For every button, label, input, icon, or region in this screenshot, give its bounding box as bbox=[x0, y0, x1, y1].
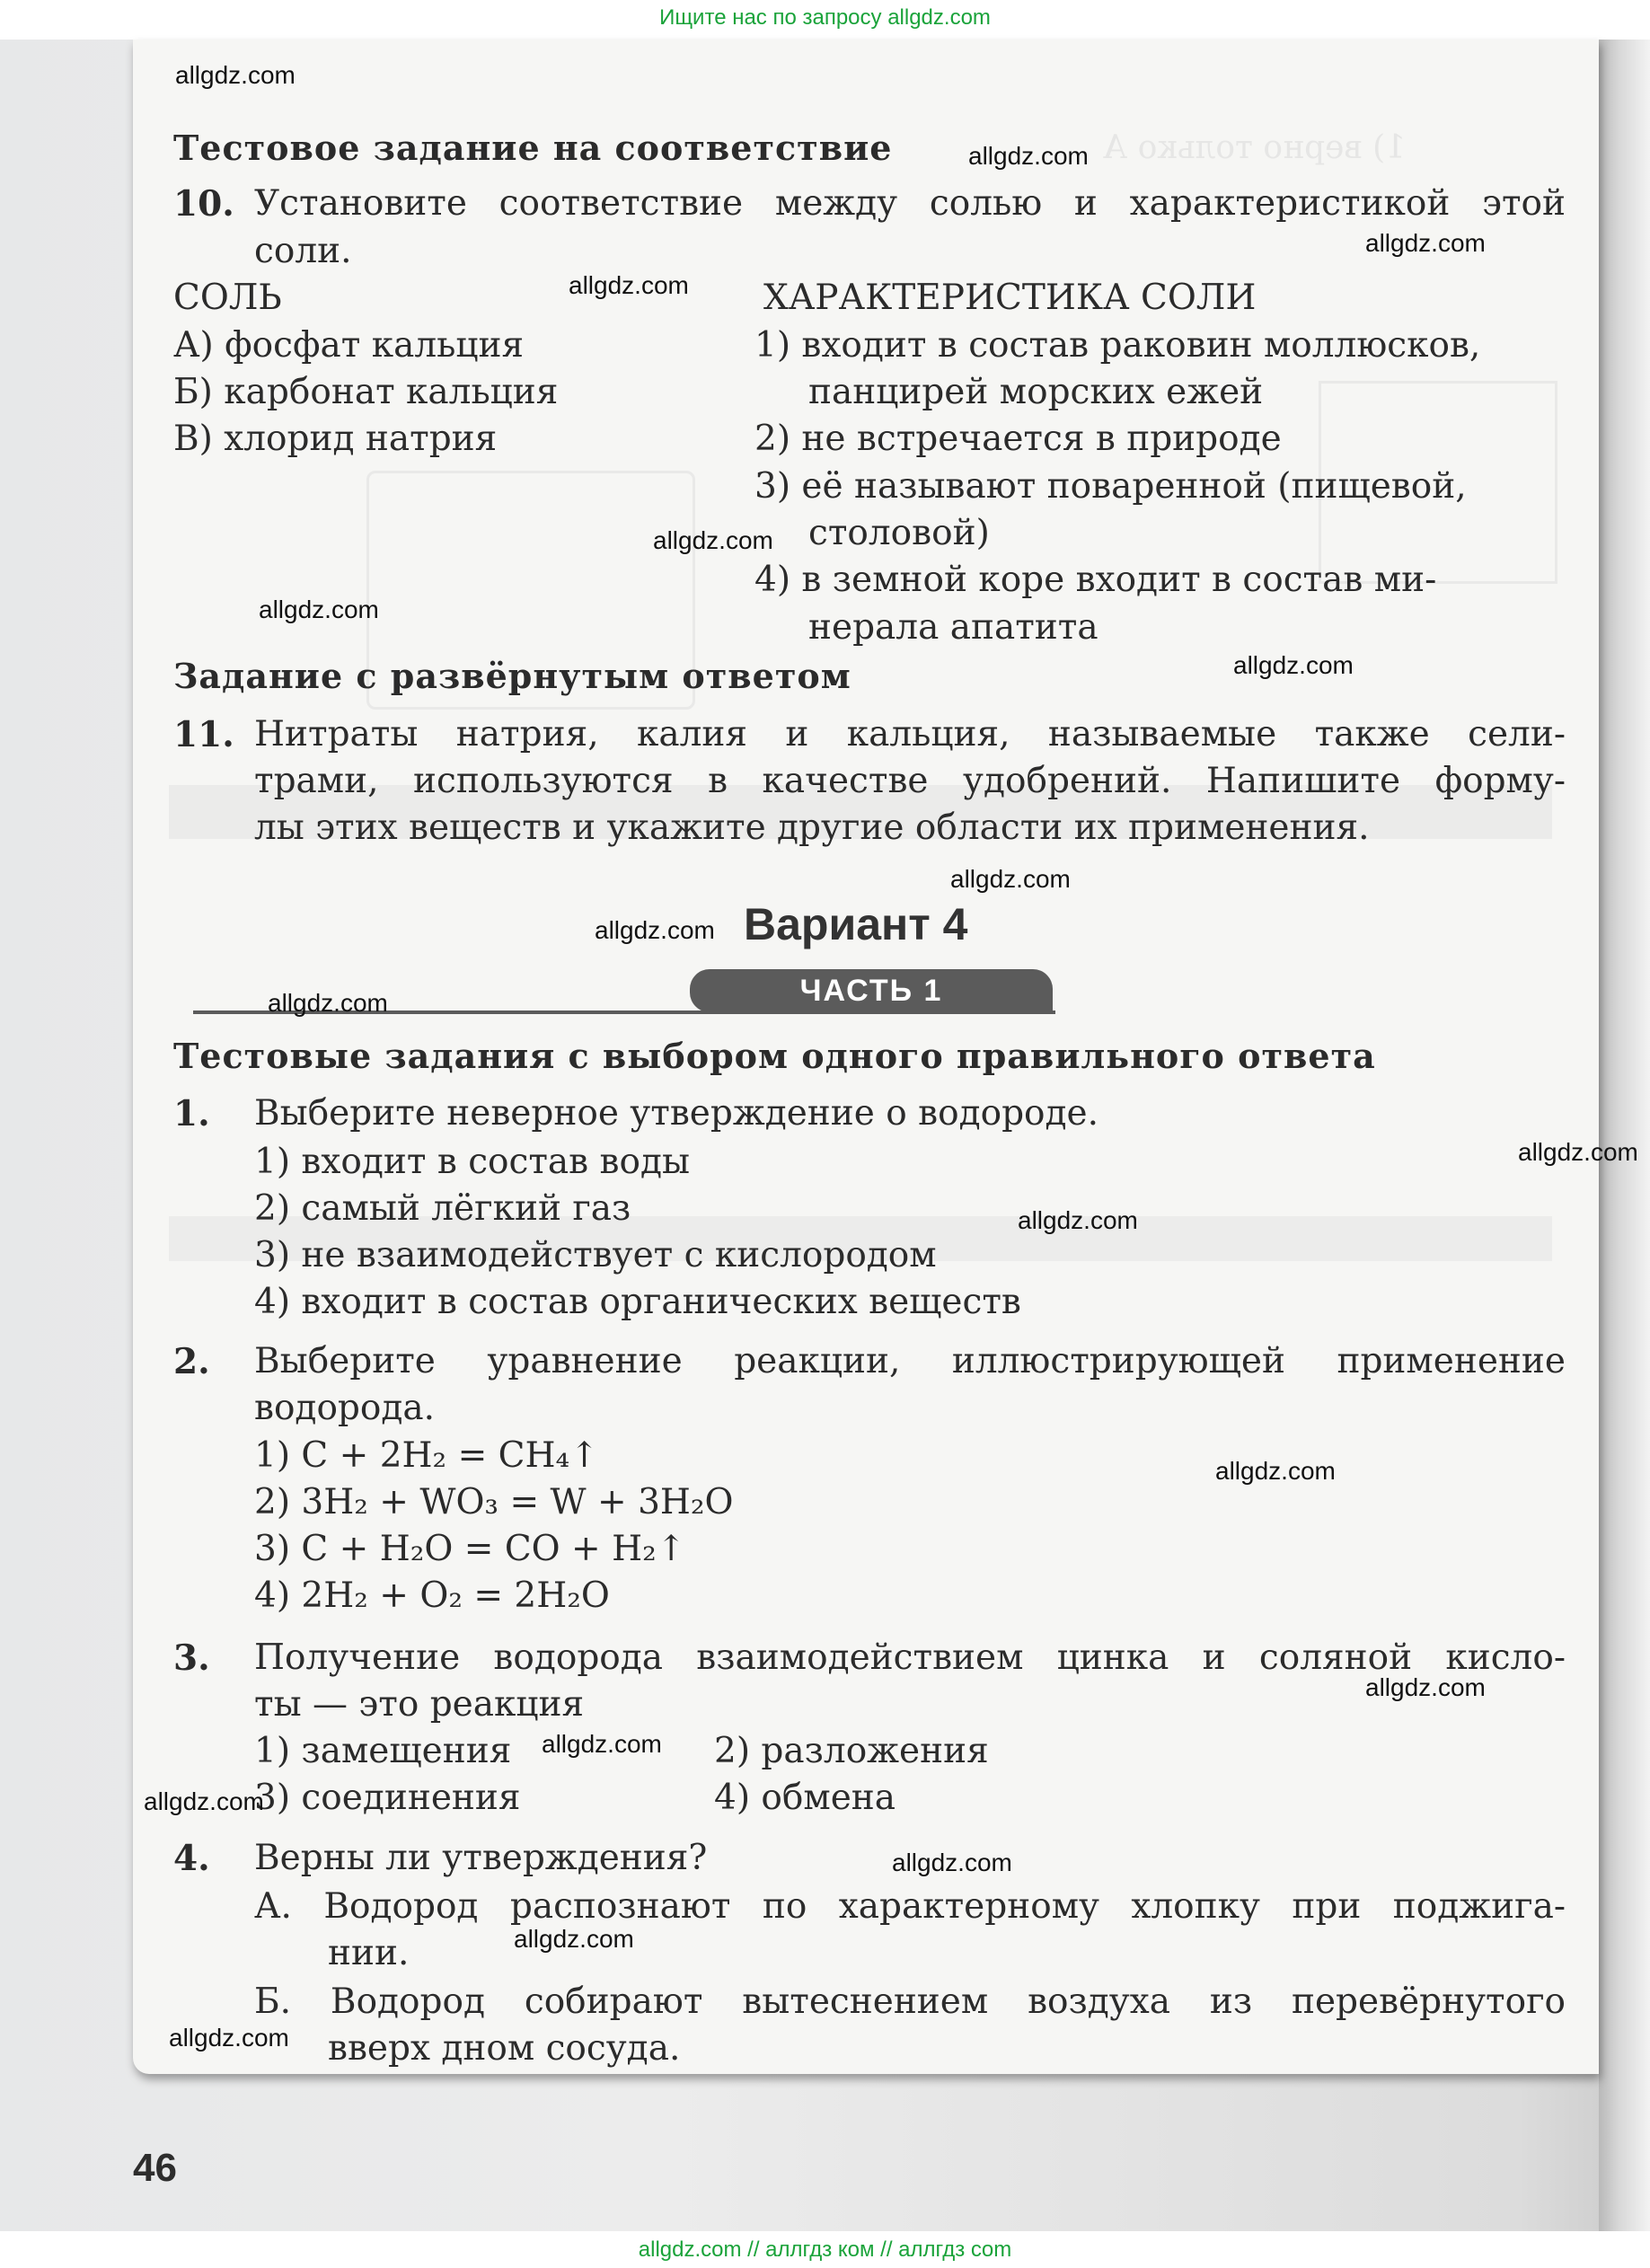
characteristic-option: 4) в земной коре входит в состав ми- bbox=[754, 560, 1437, 600]
answer-option: 1) замещения bbox=[254, 1731, 512, 1771]
salt-option: Б) карбонат кальция bbox=[173, 372, 559, 412]
page-number: 46 bbox=[133, 2146, 177, 2190]
watermark: allgdz.com bbox=[595, 916, 715, 944]
question-number-11: 11. bbox=[173, 714, 234, 755]
watermark: allgdz.com bbox=[542, 1730, 662, 1758]
watermark: allgdz.com bbox=[653, 526, 773, 554]
characteristic-option: 2) не встречается в природе bbox=[754, 419, 1282, 459]
watermark: allgdz.com bbox=[1518, 1138, 1638, 1166]
statement-a-cont: нии. bbox=[328, 1933, 410, 1973]
answer-option: 1) входит в состав воды bbox=[254, 1142, 691, 1182]
answer-option: 4) входит в состав органических веществ bbox=[254, 1282, 1021, 1322]
watermark: allgdz.com bbox=[950, 865, 1071, 893]
question-4-text: Верны ли утверждения? bbox=[254, 1838, 708, 1878]
answer-option: 2) самый лёгкий газ bbox=[254, 1188, 631, 1229]
watermark: allgdz.com bbox=[1365, 1673, 1486, 1701]
column-header-salt: СОЛЬ bbox=[173, 278, 282, 318]
watermark: allgdz.com bbox=[1215, 1457, 1336, 1485]
part-label: ЧАСТЬ 1 bbox=[690, 969, 1053, 1012]
characteristic-option-cont: панцирей морских ежей bbox=[808, 372, 1264, 412]
watermark: allgdz.com bbox=[1233, 651, 1354, 679]
question-number-3: 3. bbox=[173, 1637, 210, 1679]
statement-b-cont: вверх дном сосуда. bbox=[328, 2028, 681, 2069]
watermark: allgdz.com bbox=[169, 2024, 289, 2052]
characteristic-option-cont: столовой) bbox=[808, 513, 990, 553]
question-10-text: Установите соответствие между солью и характеристикой этой bbox=[254, 183, 1566, 224]
question-11-text-cont: лы этих веществ и укажите другие области их применения. bbox=[254, 807, 1370, 848]
question-1-text: Выберите неверное утверждение о водороде. bbox=[254, 1093, 1099, 1134]
site-banner-bottom[interactable]: allgdz.com // аллгдз ком // аллгдз com bbox=[638, 2237, 1012, 2262]
statement-a: А. Водород распознают по характерному хлопку при поджига- bbox=[254, 1886, 1566, 1927]
salt-option: А) фосфат кальция bbox=[173, 325, 525, 366]
characteristic-option: 1) входит в состав раковин моллюсков, bbox=[754, 325, 1481, 366]
section-heading-matching: Тестовое задание на соответствие bbox=[173, 128, 893, 168]
question-number-1: 1. bbox=[173, 1093, 210, 1134]
question-number-2: 2. bbox=[173, 1341, 210, 1382]
characteristic-option: 3) её называют поваренной (пищевой, bbox=[754, 466, 1467, 507]
section-heading-single-choice: Тестовые задания с выбором одного правильного ответа bbox=[173, 1036, 1376, 1076]
answer-option: 2) 3H₂ + WO₃ = W + 3H₂O bbox=[254, 1482, 734, 1522]
question-3-text-cont: ты — это реакция bbox=[254, 1684, 585, 1725]
statement-b: Б. Водород собирают вытеснением воздуха из перевёрнутого bbox=[254, 1981, 1566, 2022]
question-11-text: Нитраты натрия, калия и кальция, называемые также сели- bbox=[254, 714, 1566, 755]
question-2-text-cont: водорода. bbox=[254, 1388, 436, 1428]
watermark: allgdz.com bbox=[968, 142, 1089, 170]
answer-option: 3) C + H₂O = CO + H₂↑ bbox=[254, 1529, 686, 1569]
answer-option: 2) разложения bbox=[714, 1731, 989, 1771]
question-2-text: Выберите уравнение реакции, иллюстрирующей применение bbox=[254, 1341, 1566, 1381]
question-number-4: 4. bbox=[173, 1838, 210, 1879]
watermark: allgdz.com bbox=[1018, 1206, 1138, 1234]
answer-option: 4) 2H₂ + O₂ = 2H₂O bbox=[254, 1575, 610, 1616]
answer-option: 3) не взаимодействует с кислородом bbox=[254, 1235, 937, 1275]
question-3-text: Получение водорода взаимодействием цинка и соляной кисло- bbox=[254, 1637, 1566, 1678]
answer-option: 4) обмена bbox=[714, 1778, 896, 1818]
salt-option: В) хлорид натрия bbox=[173, 419, 498, 459]
characteristic-option-cont: нерала апатита bbox=[808, 607, 1099, 648]
question-11-text-cont: трами, используются в качестве удобрений. Напишите форму- bbox=[254, 761, 1566, 801]
answer-option: 3) соединения bbox=[254, 1778, 521, 1818]
book-spine bbox=[1599, 40, 1650, 2231]
question-10-text-cont: соли. bbox=[254, 231, 352, 271]
question-number-10: 10. bbox=[173, 183, 234, 225]
watermark: allgdz.com bbox=[144, 1787, 264, 1815]
watermark: allgdz.com bbox=[569, 271, 689, 299]
variant-title: Вариант 4 bbox=[744, 899, 968, 949]
watermark: allgdz.com bbox=[1365, 229, 1486, 257]
section-heading-open-answer: Задание с развёрнутым ответом bbox=[173, 656, 851, 696]
watermark: allgdz.com bbox=[892, 1849, 1012, 1876]
watermark: allgdz.com bbox=[175, 61, 296, 89]
column-header-characteristic: ХАРАКТЕРИСТИКА СОЛИ bbox=[763, 278, 1257, 318]
watermark: allgdz.com bbox=[268, 989, 388, 1017]
site-banner-top[interactable]: Ищите нас по запросу allgdz.com bbox=[659, 5, 991, 30]
bleed-through: 1) верно только А bbox=[1103, 129, 1407, 166]
watermark: allgdz.com bbox=[514, 1925, 634, 1953]
answer-option: 1) C + 2H₂ = CH₄↑ bbox=[254, 1435, 599, 1476]
watermark: allgdz.com bbox=[259, 596, 379, 623]
